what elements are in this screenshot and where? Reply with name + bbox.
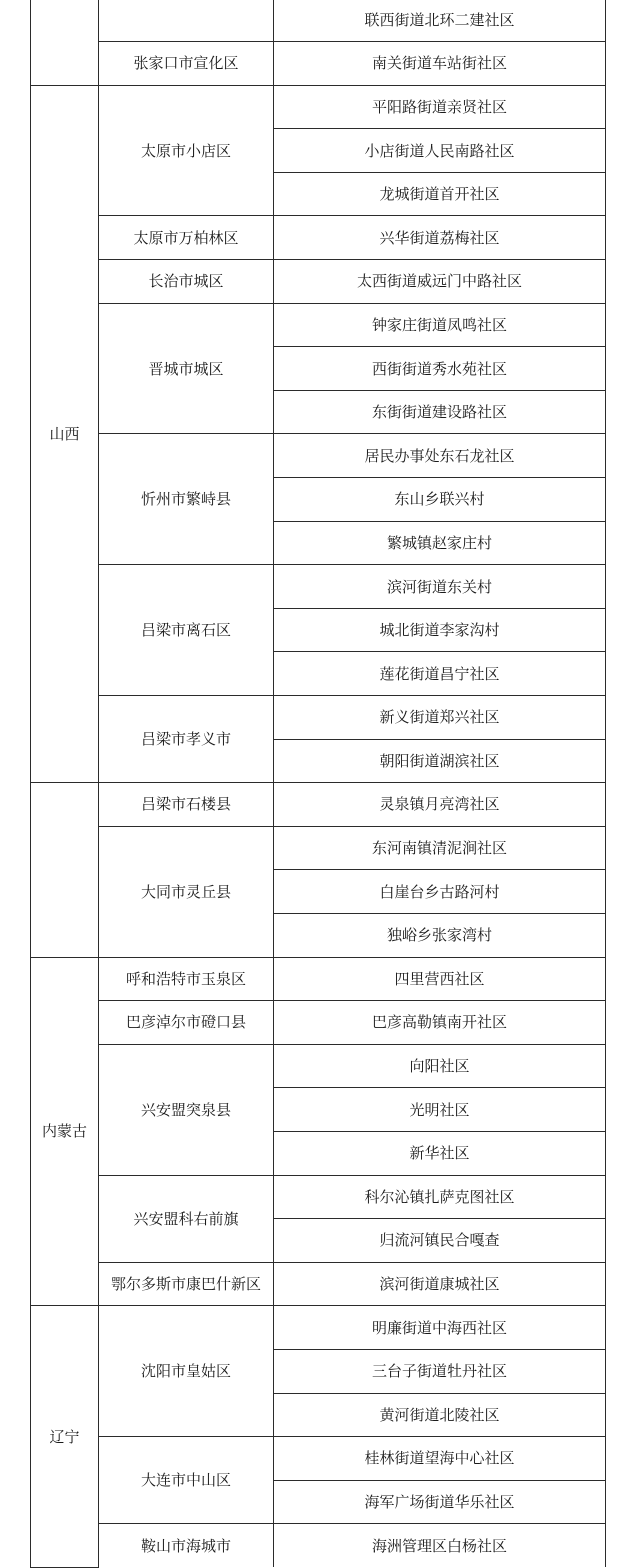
community-cell: 巴彦高勒镇南开社区 — [274, 1001, 606, 1045]
city-cell: 呼和浩特市玉泉区 — [99, 957, 274, 1001]
province-cell: 辽宁 — [31, 1306, 99, 1568]
table-row — [31, 783, 606, 827]
community-cell: 光明社区 — [274, 1088, 606, 1132]
table-row — [31, 1524, 606, 1568]
community-cell: 小店街道人民南路社区 — [274, 129, 606, 173]
community-cell: 海洲管理区白杨社区 — [274, 1524, 606, 1568]
community-cell: 平阳路街道亲贤社区 — [274, 85, 606, 129]
community-cell: 太西街道威远门中路社区 — [274, 260, 606, 304]
table-row — [31, 216, 606, 260]
city-cell: 太原市小店区 — [99, 85, 274, 216]
community-cell: 明廉街道中海西社区 — [274, 1306, 606, 1350]
community-cell: 三台子街道牡丹社区 — [274, 1349, 606, 1393]
table-row — [31, 826, 606, 870]
table-row — [31, 1262, 606, 1306]
community-cell: 滨河街道康城社区 — [274, 1262, 606, 1306]
community-cell: 滨河街道东关村 — [274, 565, 606, 609]
city-cell: 兴安盟突泉县 — [99, 1044, 274, 1175]
table-row — [31, 565, 606, 609]
city-cell: 忻州市繁峙县 — [99, 434, 274, 565]
community-cell: 兴华街道荔梅社区 — [274, 216, 606, 260]
community-cell: 白崖台乡古路河村 — [274, 870, 606, 914]
table-row — [31, 434, 606, 478]
city-cell: 吕梁市离石区 — [99, 565, 274, 696]
city-cell: 吕梁市石楼县 — [99, 783, 274, 827]
city-cell: 晋城市城区 — [99, 303, 274, 434]
table-row — [31, 1001, 606, 1045]
community-cell: 黄河街道北陵社区 — [274, 1393, 606, 1437]
community-cell: 西街街道秀水苑社区 — [274, 347, 606, 391]
city-cell: 巴彦淖尔市磴口县 — [99, 1001, 274, 1045]
province-cell — [31, 783, 99, 957]
community-cell: 归流河镇民合嘎查 — [274, 1219, 606, 1263]
community-cell: 向阳社区 — [274, 1044, 606, 1088]
table-row — [31, 1175, 606, 1219]
city-cell: 张家口市宣化区 — [99, 42, 274, 86]
community-cell: 新华社区 — [274, 1131, 606, 1175]
community-cell: 繁城镇赵家庄村 — [274, 521, 606, 565]
community-cell: 联西街道北环二建社区 — [274, 0, 606, 42]
table-row — [31, 957, 606, 1001]
table-row — [31, 85, 606, 129]
table-body — [31, 0, 606, 1567]
table-row — [31, 696, 606, 740]
community-cell: 南关街道车站街社区 — [274, 42, 606, 86]
community-cell: 桂林街道望海中心社区 — [274, 1437, 606, 1481]
community-cell: 东街街道建设路社区 — [274, 390, 606, 434]
table-row — [31, 1044, 606, 1088]
community-cell: 居民办事处东石龙社区 — [274, 434, 606, 478]
city-cell: 吕梁市孝义市 — [99, 696, 274, 783]
community-cell: 独峪乡张家湾村 — [274, 913, 606, 957]
province-cell: 内蒙古 — [31, 957, 99, 1306]
city-cell: 鞍山市海城市 — [99, 1524, 274, 1568]
city-cell: 大连市中山区 — [99, 1437, 274, 1524]
city-cell: 长治市城区 — [99, 260, 274, 304]
city-cell: 兴安盟科右前旗 — [99, 1175, 274, 1262]
city-cell: 鄂尔多斯市康巴什新区 — [99, 1262, 274, 1306]
community-cell: 城北街道李家沟村 — [274, 608, 606, 652]
city-cell: 沈阳市皇姑区 — [99, 1306, 274, 1437]
table-row — [31, 0, 606, 42]
community-cell: 莲花街道昌宁社区 — [274, 652, 606, 696]
city-cell: 太原市万柏林区 — [99, 216, 274, 260]
table-row — [31, 1306, 606, 1350]
community-cell: 钟家庄街道凤鸣社区 — [274, 303, 606, 347]
community-cell: 东河南镇清泥涧社区 — [274, 826, 606, 870]
province-cell — [31, 0, 99, 85]
community-cell: 科尔沁镇扎萨克图社区 — [274, 1175, 606, 1219]
table-row — [31, 303, 606, 347]
community-table — [30, 0, 606, 1568]
table-row — [31, 42, 606, 86]
community-cell: 东山乡联兴村 — [274, 478, 606, 522]
city-cell: 大同市灵丘县 — [99, 826, 274, 957]
province-cell: 山西 — [31, 85, 99, 783]
community-cell: 四里营西社区 — [274, 957, 606, 1001]
community-cell: 海军广场街道华乐社区 — [274, 1480, 606, 1524]
community-cell: 朝阳街道湖滨社区 — [274, 739, 606, 783]
community-cell: 新义街道郑兴社区 — [274, 696, 606, 740]
community-cell: 灵泉镇月亮湾社区 — [274, 783, 606, 827]
city-cell — [99, 0, 274, 42]
table-row — [31, 1437, 606, 1481]
community-cell: 龙城街道首开社区 — [274, 172, 606, 216]
table-row — [31, 260, 606, 304]
